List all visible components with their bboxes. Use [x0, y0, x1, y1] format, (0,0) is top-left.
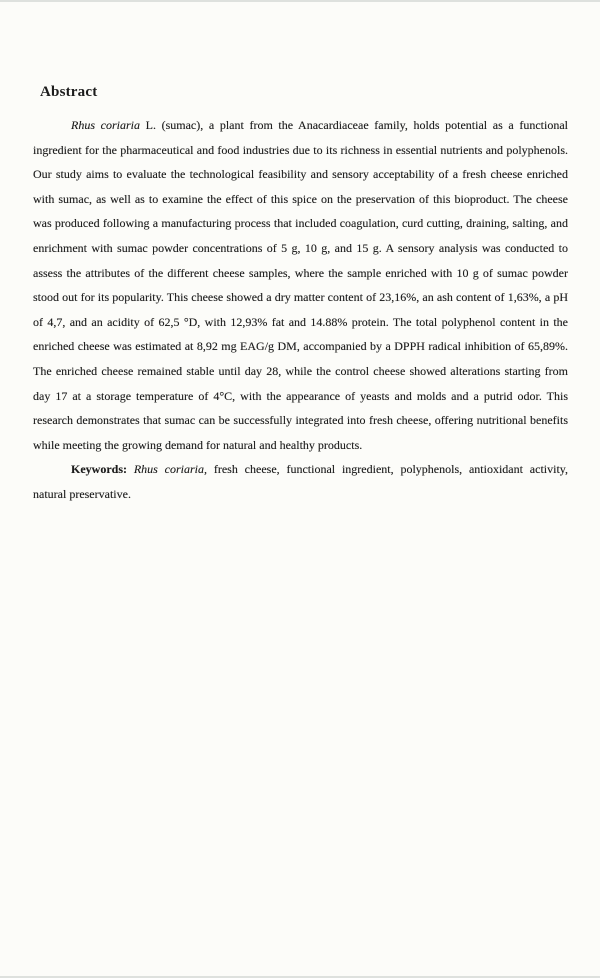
- abstract-heading: Abstract: [40, 84, 98, 100]
- text-segment: fresh cheese, functional ingredient, polyphenols, antioxidant activity, natural preservative.: [33, 462, 568, 501]
- text-segment: Keywords:: [71, 462, 134, 477]
- abstract-paragraph: [33, 113, 568, 457]
- text-segment: Rhus coriaria: [71, 118, 140, 132]
- text-segment: L. (sumac), a plant from the Anacardiaceae family, holds potential as a functional ingredient for the pharmaceutical and food industries due to its richness in essential nutrients and polyphenols. Our study aims to evaluate the technological feasibility and sensory acceptability of a fresh cheese enriched with sumac, as well as to examine the effect of this spice on the preservation of this bioproduct. The cheese was produced following a manufacturing process that included coagulation, curd cutting, draining, salting, and enrichment with sumac powder concentrations of 5 g, 10 g, and 15 g. A sensory analysis was conducted to assess the attributes of the different cheese samples, where the sample enriched with 10 g of sumac powder stood out for its popularity. This cheese showed a dry matter content of 23,16%, an ash content of 1,63%, a pH of 4,7, and an acidity of 62,5 °D, with 12,93% fat and 14.88% protein. The total polyphenol content in the enriched cheese was estimated at 8,92 mg EAG/g DM, accompanied by a DPPH radical inhibition of 65,89%. The enriched cheese remained stable until day 28, while the control cheese showed alterations starting from day 17 at a storage temperature of 4°C, with the appearance of yeasts and molds and a putrid odor. This research demonstrates that sumac can be successfully integrated into fresh cheese, offering nutritional benefits while meeting the growing demand for natural and healthy products.: [33, 118, 568, 452]
- text-segment: Rhus coriaria,: [133, 462, 208, 477]
- keywords-paragraph: [33, 457, 568, 506]
